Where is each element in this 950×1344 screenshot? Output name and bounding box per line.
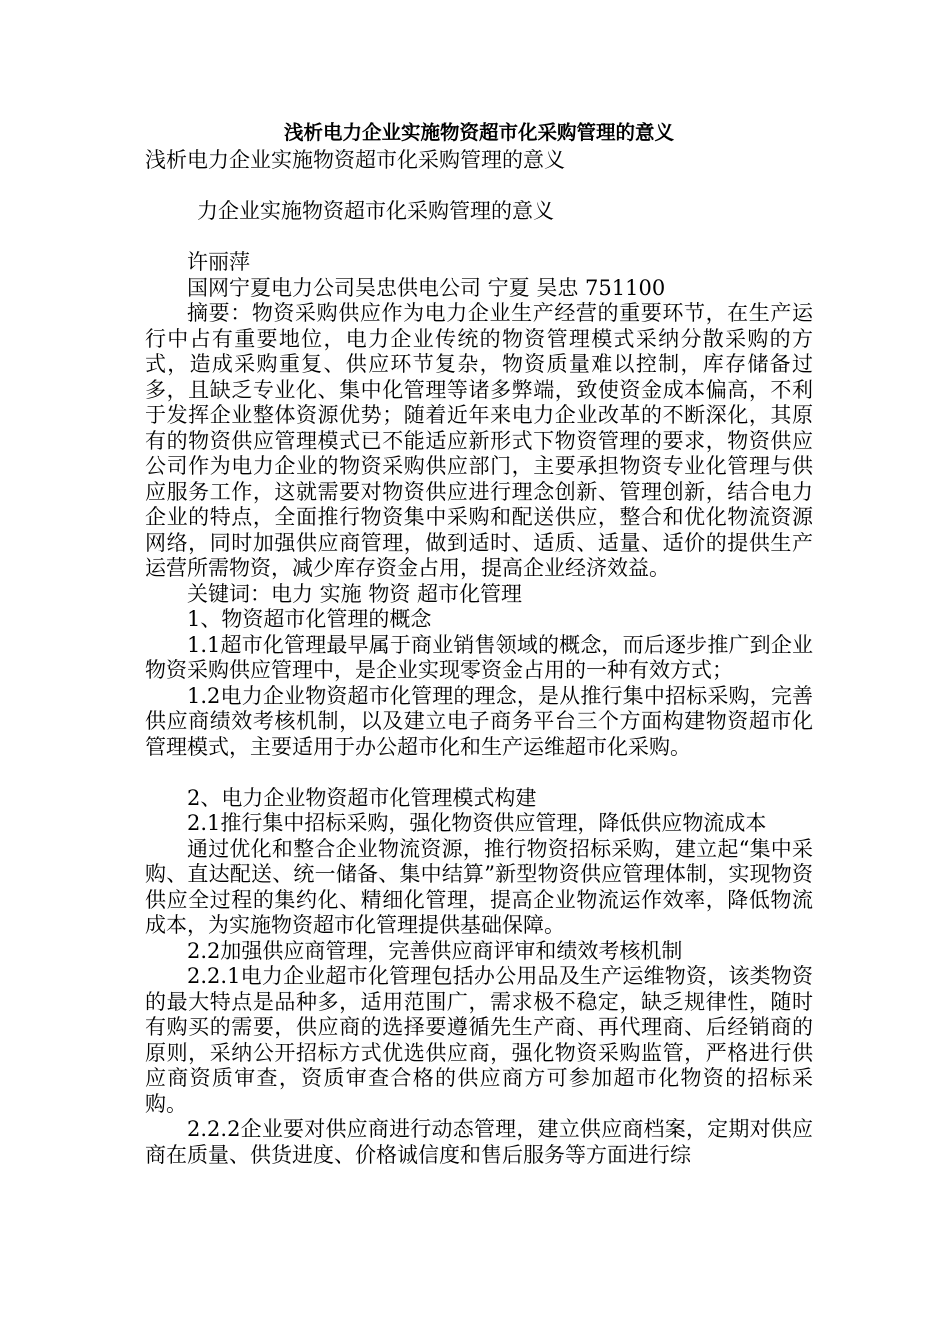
paragraph-2-1: 通过优化和整合企业物流资源，推行物资招标采购，建立起“集中采购、直达配送、统一储备、集中结算”新型物资供应管理体制，实现物资供应全过程的集约化、精细化管理，提高企业物流运作效率，降低物流成本，为实施物资超市化管理提供基础保障。 [145,836,813,937]
author: 许丽萍 [187,250,250,274]
subsection-2-1-heading: 2.1推行集中招标采购，强化物资供应管理，降低供应物流成本 [187,811,767,835]
paragraph-2-2-2: 2.2.2企业要对供应商进行动态管理，建立供应商档案，定期对供应商在质量、供货进度、价格诚信度和售后服务等方面进行综 [145,1117,813,1167]
abstract: 摘要：物资采购供应作为电力企业生产经营的重要环节，在生产运行中占有重要地位，电力企业传统的物资管理模式采纳分散采购的方式，造成采购重复、供应环节复杂，物资质量难以控制，库存储备过多，且缺乏专业化、集中化管理等诸多弊端，致使资金成本偏高，不利于发挥企业整体资源优势；随着近年来电力企业改革的不断深化，其原有的物资供应管理模式已不能适应新形式下物资管理的要求，物资供应公司作为电力企业的物资采购供应部门，主要承担物资专业化管理与供应服务工作，这就需要对物资供应进行理念创新、管理创新，结合电力企业的特点，全面推行物资集中采购和配送供应，整合和优化物流资源网络，同时加强供应商管理，做到适时、适质、适量、适价的提供生产运营所需物资，减少库存资金占用，提高企业经济效益。 [145,301,813,580]
spacer [145,225,813,251]
subsection-2-2-heading: 2.2加强供应商管理，完善供应商评审和绩效考核机制 [187,938,683,963]
keywords: 关键词：电力 实施 物资 超市化管理 [187,581,523,606]
document-heading: 力企业实施物资超市化采购管理的意义 [197,199,554,223]
section-1-heading: 1、物资超市化管理的概念 [187,607,432,631]
document-title: 浅析电力企业实施物资超市化采购管理的意义 [283,121,674,144]
section-2-heading: 2、电力企业物资超市化管理模式构建 [187,785,537,810]
document-page [145,118,813,1168]
spacer [145,760,813,786]
affiliation: 国网宁夏电力公司吴忠供电公司 宁夏 吴忠 751100 [187,275,666,300]
paragraph-2-2-1: 2.2.1电力企业超市化管理包括办公用品及生产运维物资，该类物资的最大特点是品种多，适用范围广，需求极不稳定，缺乏规律性，随时有购买的需要，供应商的选择要遵循先生产商、再代理商、后经销商的原则，采纳公开招标方式优选供应商，强化物资采购监管，严格进行供应商资质审查，资质审查合格的供应商方可参加超市化物资的招标采购。 [145,964,813,1116]
paragraph-1-2: 1.2电力企业物资超市化管理的理念，是从推行集中招标采购，完善供应商绩效考核机制，以及建立电子商务平台三个方面构建物资超市化管理模式，主要适用于办公超市化和生产运维超市化采购。 [145,683,813,759]
paragraph-1-1: 1.1超市化管理最早属于商业销售领域的概念，而后逐步推广到企业物资采购供应管理中，是企业实现零资金占用的一种有效方式； [145,632,813,682]
document-subtitle: 浅析电力企业实施物资超市化采购管理的意义 [145,148,565,172]
spacer [145,174,813,200]
